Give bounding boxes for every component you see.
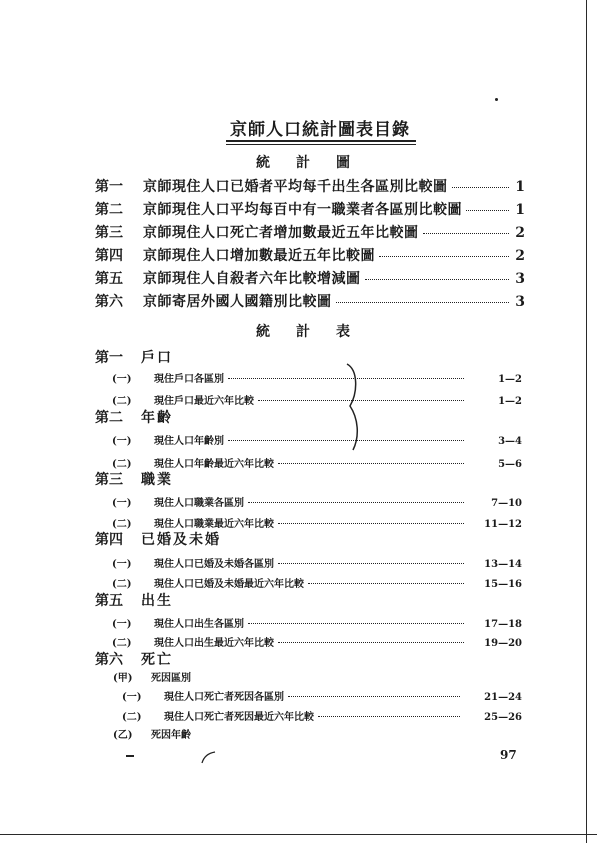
entry-number: 第六 — [95, 294, 123, 310]
entry-title: 現住人口已婚及未婚各區別 — [154, 559, 274, 570]
entry-number: (一) — [112, 619, 132, 630]
entry-title: 京師現住人口增加數最近五年比較圖 — [143, 248, 375, 264]
entry-title: 現住人口出生各區別 — [154, 619, 244, 630]
entry-number: (一) — [112, 374, 132, 385]
entry-number: (二) — [112, 638, 132, 649]
entry-title: 現住戶口各區別 — [154, 374, 224, 385]
entry-pages: 19—20 — [484, 638, 522, 649]
toc-table-entry — [112, 432, 522, 447]
entry-pages: 13—14 — [484, 559, 522, 570]
toc-section — [95, 529, 221, 549]
toc-section — [95, 469, 173, 489]
toc-table-entry — [122, 688, 522, 703]
toc-section — [95, 649, 173, 669]
charts-heading: 統計圖 — [256, 155, 376, 171]
entry-pages: 3—4 — [498, 436, 522, 447]
entry-title: 京師現住人自殺者六年比較增減圖 — [143, 271, 361, 287]
toc-table-entry — [112, 634, 522, 649]
dot-leader — [365, 279, 510, 280]
toc-table-entry — [112, 494, 522, 509]
entry-page: 1 — [515, 179, 525, 195]
entry-number: 第四 — [95, 248, 123, 264]
dot-leader — [248, 623, 464, 624]
section-number: 第三 — [95, 472, 123, 488]
entry-pages: 1—2 — [498, 396, 522, 407]
ink-dash — [126, 755, 134, 757]
entry-pages: 21—24 — [484, 692, 522, 703]
toc-group — [113, 726, 191, 741]
entry-title: 現住人口職業最近六年比較 — [154, 519, 274, 530]
dot-leader — [278, 563, 464, 564]
entry-number: (二) — [112, 459, 132, 470]
entry-title: 現住人口職業各區別 — [154, 498, 244, 509]
handwritten-bracket-mark — [344, 362, 364, 452]
entry-title: 京師現住人口死亡者增加數最近五年比較圖 — [143, 225, 419, 241]
section-title: 戶口 — [141, 350, 173, 366]
ink-speck — [495, 98, 498, 101]
dot-leader — [423, 233, 510, 234]
section-title: 死亡 — [141, 652, 173, 668]
toc-chart-entry — [95, 199, 525, 219]
entry-title: 現住人口死亡者死因各區別 — [164, 692, 284, 703]
toc-section — [95, 407, 173, 427]
dot-leader — [318, 716, 460, 717]
entry-number: (二) — [122, 712, 142, 723]
page-edge-bottom — [0, 834, 597, 835]
toc-chart-entry — [95, 176, 525, 196]
entry-number: (二) — [112, 396, 132, 407]
entry-number: (二) — [112, 519, 132, 530]
toc-table-entry — [112, 370, 522, 385]
entry-page: 2 — [515, 248, 525, 264]
dot-leader — [452, 187, 510, 188]
dot-leader — [466, 210, 509, 211]
toc-table-entry — [112, 515, 522, 530]
toc-section — [95, 590, 173, 610]
group-title: 死因區別 — [151, 673, 191, 684]
dot-leader — [278, 523, 464, 524]
entry-number: (一) — [122, 692, 142, 703]
entry-pages: 25—26 — [484, 712, 522, 723]
dot-leader — [278, 463, 464, 464]
entry-number: 第三 — [95, 225, 123, 241]
section-title: 已婚及未婚 — [141, 532, 221, 548]
entry-number: (一) — [112, 436, 132, 447]
entry-pages: 1—2 — [498, 374, 522, 385]
group-number: (甲) — [113, 673, 133, 684]
section-number: 第四 — [95, 532, 123, 548]
entry-page: 2 — [515, 225, 525, 241]
section-number: 第二 — [95, 410, 123, 426]
tables-heading: 統計表 — [256, 324, 376, 340]
entry-number: (二) — [112, 579, 132, 590]
toc-chart-entry — [95, 268, 525, 288]
entry-title: 現住人口已婚及未婚最近六年比較 — [154, 579, 304, 590]
dot-leader — [336, 302, 510, 303]
dot-leader — [288, 696, 460, 697]
entry-number: 第二 — [95, 202, 123, 218]
entry-page: 1 — [515, 202, 525, 218]
entry-title: 現住人口死亡者死因最近六年比較 — [164, 712, 314, 723]
entry-number: 第一 — [95, 179, 123, 195]
group-number: (乙) — [113, 730, 133, 741]
document-title: 京師人口統計圖表目錄 — [230, 120, 410, 140]
page-edge-right — [586, 0, 587, 843]
dot-leader — [278, 642, 464, 643]
section-title: 年齡 — [141, 410, 173, 426]
section-number: 第五 — [95, 593, 123, 609]
entry-number: (一) — [112, 559, 132, 570]
section-number: 第一 — [95, 350, 123, 366]
entry-title: 京師現住人口平均每百中有一職業者各區別比較圖 — [143, 202, 462, 218]
dot-leader — [379, 256, 509, 257]
section-title: 出生 — [141, 593, 173, 609]
dot-leader — [308, 583, 464, 584]
title-underline — [226, 144, 416, 145]
entry-number: (一) — [112, 498, 132, 509]
toc-table-entry — [112, 455, 522, 470]
ink-stroke-mark — [200, 750, 218, 764]
toc-table-entry — [112, 575, 522, 590]
entry-pages: 15—16 — [484, 579, 522, 590]
entry-pages: 11—12 — [484, 519, 522, 530]
entry-pages: 5—6 — [498, 459, 522, 470]
entry-number: 第五 — [95, 271, 123, 287]
entry-page: 3 — [515, 294, 525, 310]
page-number: 97 — [500, 748, 517, 762]
toc-table-entry — [122, 708, 522, 723]
entry-pages: 17—18 — [484, 619, 522, 630]
toc-group — [113, 669, 191, 684]
entry-title: 現住戶口最近六年比較 — [154, 396, 254, 407]
toc-table-entry — [112, 392, 522, 407]
entry-title: 京師寄居外國人國籍別比較圖 — [143, 294, 332, 310]
toc-table-entry — [112, 555, 522, 570]
section-title: 職業 — [141, 472, 173, 488]
toc-table-entry — [112, 615, 522, 630]
title-underline — [226, 140, 416, 142]
section-number: 第六 — [95, 652, 123, 668]
toc-section — [95, 347, 173, 367]
group-title: 死因年齡 — [151, 730, 191, 741]
entry-pages: 7—10 — [491, 498, 522, 509]
toc-chart-entry — [95, 245, 525, 265]
entry-title: 現住人口年齡別 — [154, 436, 224, 447]
entry-page: 3 — [515, 271, 525, 287]
toc-chart-entry — [95, 291, 525, 311]
entry-title: 現住人口年齡最近六年比較 — [154, 459, 274, 470]
toc-chart-entry — [95, 222, 525, 242]
dot-leader — [248, 502, 464, 503]
entry-title: 現住人口出生最近六年比較 — [154, 638, 274, 649]
entry-title: 京師現住人口已婚者平均每千出生各區別比較圖 — [143, 179, 448, 195]
